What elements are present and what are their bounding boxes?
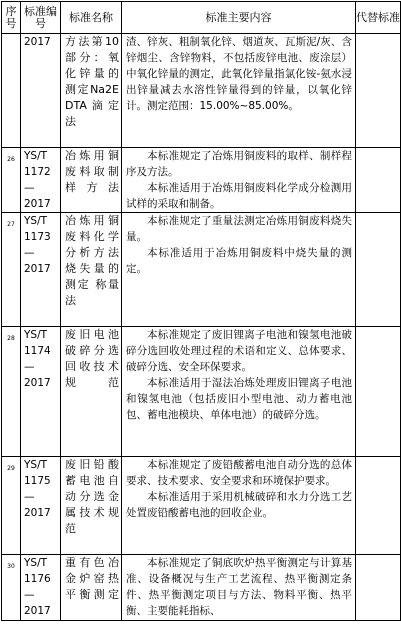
row-content	[122, 213, 356, 327]
row-replaced	[356, 213, 401, 327]
row-number: 30	[2, 555, 21, 621]
row-name: 冶炼用铜废料化学分析方法 烧失量的测定 称量法	[61, 213, 122, 327]
content-paragraph: 本标准规定了铜底吹炉热平衡测定与计算基准、设备概况与生产工艺流程、热平衡测定条件、热平衡测定项目与方法、物料平衡、热平衡、主要能耗指标、	[126, 557, 352, 617]
content-paragraph: 本标准适用于采用机械破碎和水力分选工艺处置废铅酸蓄电池的回收企业。	[126, 491, 352, 519]
content-paragraph: 本标准适用于冶炼用铜废料化学成分检测用试样的采取和制备。	[126, 182, 352, 210]
content-paragraph: 渣、锌灰、粗制氧化锌、烟道灰、瓦斯泥/灰、含锌烟尘、含锌物料，不包括废锌电池、废涂层）中氧化锌量的测定，此氧化锌量指氯化铵-氨水浸出锌量减去水溶性锌量得到的锌量，以氧化锌计。测定范围：15.00%~85.00%。	[126, 36, 352, 112]
row-number: 28	[2, 327, 21, 457]
row-replaced	[356, 555, 401, 621]
table-row	[2, 148, 401, 213]
row-name: 废旧电池破碎分选回收技术规范	[61, 327, 122, 457]
row-code: YS/T 1176—2017	[21, 555, 61, 621]
header-name: 标准名称	[61, 2, 122, 34]
row-code: 2017	[21, 34, 61, 148]
row-replaced	[356, 327, 401, 457]
table-row	[2, 457, 401, 555]
row-code: YS/T 1175—2017	[21, 457, 61, 555]
table-row	[2, 327, 401, 457]
row-code: YS/T 1174—2017	[21, 327, 61, 457]
row-name: 重有色冶金炉窑热平衡测定	[61, 555, 122, 621]
row-number: 29	[2, 457, 21, 555]
header-no: 序号	[2, 2, 21, 34]
header-code: 标准编号	[21, 2, 61, 34]
table-row	[2, 555, 401, 621]
header-row	[2, 2, 401, 34]
content-paragraph: 本标准适用于冶炼用铜废料中烧失量的测定。	[126, 247, 352, 275]
row-content	[122, 457, 356, 555]
content-paragraph: 本标准规定了废旧锂离子电池和镍氢电池破碎分选回收处理过程的术语和定义、总体要求、破碎分选、安全环保要求。	[126, 329, 352, 373]
row-replaced	[356, 457, 401, 555]
row-content	[122, 555, 356, 621]
standards-table	[1, 1, 401, 621]
row-content	[122, 148, 356, 213]
row-number: 26	[2, 148, 21, 213]
header-replaced: 代替标准	[356, 2, 401, 34]
row-replaced	[356, 148, 401, 213]
row-replaced	[356, 34, 401, 148]
row-code: YS/T 1173—2017	[21, 213, 61, 327]
content-paragraph: 本标准规定了重量法测定冶炼用铜废料烧失量。	[126, 215, 352, 243]
header-content: 标准主要内容	[122, 2, 356, 34]
row-content	[122, 327, 356, 457]
row-content	[122, 34, 356, 148]
table-row	[2, 34, 401, 148]
row-number	[2, 34, 21, 148]
content-paragraph: 本标准规定了废铅酸蓄电池自动分选的总体要求、技术要求、安全要求和环境保护要求。	[126, 459, 352, 487]
row-number: 27	[2, 213, 21, 327]
row-name: 冶炼用铜废料取制样方法	[61, 148, 122, 213]
row-name: 方法第10部分：氧化锌量的测定Na2EDTA滴定法	[61, 34, 122, 148]
row-name: 废旧铅酸蓄电池自动分选金属技术规范	[61, 457, 122, 555]
content-paragraph: 本标准规定了冶炼用铜废料的取样、制样程序及方法。	[126, 150, 352, 178]
content-paragraph: 本标准适用于湿法冶炼处理废旧锂离子电池和镍氢电池（包括废旧小型电池、动力蓄电池包、蓄电池模块、单体电池）的破碎分选。	[126, 377, 352, 421]
table-row	[2, 213, 401, 327]
row-code: YS/T 1172—2017	[21, 148, 61, 213]
